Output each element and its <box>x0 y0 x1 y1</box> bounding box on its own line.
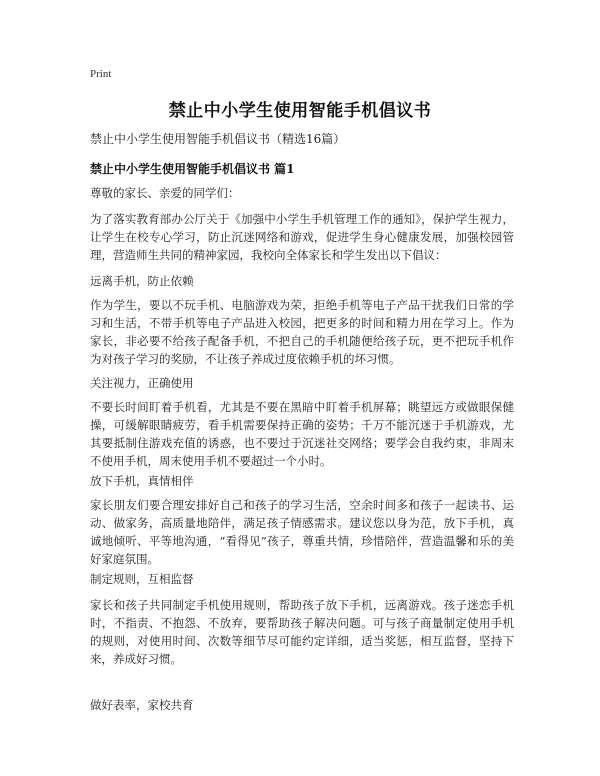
paragraph-keep-away-from-phones: 作为学生，要以不玩手机、电脑游戏为荣，拒绝手机等电子产品干扰我们日常的学习和生活，不带手机等电子产品进入校园，把更多的时间和精力用在学习上。作为家长，非必要不给孩子配备手机，不把自己的手机随便给孩子玩，更不把玩手机作为对孩子学习的奖励，不让孩子养成过度依赖手机的坏习惯。 <box>90 298 514 366</box>
heading-role-model: 做好表率，家校共育 <box>90 698 194 712</box>
heading-companionship: 放下手机，真情相伴 <box>90 474 194 488</box>
section-title: 禁止中小学生使用智能手机倡议书 篇1 <box>90 162 295 176</box>
paragraph-rules: 家长和孩子共同制定手机使用规则，帮助孩子放下手机，远离游戏。孩子迷恋手机时，不指责、不抱怨、不放弃，要帮助孩子解决问题。可与孩子商量制定使用手机的规则，对使用时间、次数等细节尽可能约定详细，适当奖惩，相互监督，坚持下来，养成好习惯。 <box>90 598 514 666</box>
heading-eyesight: 关注视力，正确使用 <box>90 376 194 390</box>
print-label[interactable]: Print <box>90 68 112 80</box>
intro-paragraph: 为了落实教育部办公厅关于《加强中小学生手机管理工作的通知》，保护学生视力，让学生在校专心学习，防止沉迷网络和游戏，促进学生身心健康发展，加强校园管理，营造师生共同的精神家园，我校向全体家长和学生发出以下倡议： <box>90 212 514 262</box>
paragraph-companionship: 家长朋友们要合理安排好自己和孩子的学习生活，空余时间多和孩子一起读书、运动、做家务，高质量地陪伴，满足孩子情感需求。建议您以身为范，放下手机，真诚地倾听、平等地沟通，“看得见”孩子，尊重共情，珍惜陪伴，营造温馨和乐的美好家庭氛围。 <box>90 498 514 566</box>
document-subtitle: 禁止中小学生使用智能手机倡议书（精选16篇） <box>90 132 346 146</box>
greeting: 尊敬的家长、亲爱的同学们： <box>90 186 240 200</box>
paragraph-eyesight: 不要长时间盯着手机看，尤其是不要在黑暗中盯着手机屏幕；眺望远方或做眼保健操，可缓解眼睛疲劳，看手机需要保持正确的姿势；千万不能沉迷于手机游戏，尤其要抵制住游戏充值的诱惑，也不要过于沉迷社交网络；要学会自我约束，非周末不使用手机，周末使用手机不要超过一个小时。 <box>90 400 514 468</box>
heading-rules: 制定规则，互相监督 <box>90 572 194 586</box>
document-title: 禁止中小学生使用智能手机倡议书 <box>168 101 432 121</box>
heading-keep-away-from-phones: 远离手机，防止依赖 <box>90 274 194 288</box>
